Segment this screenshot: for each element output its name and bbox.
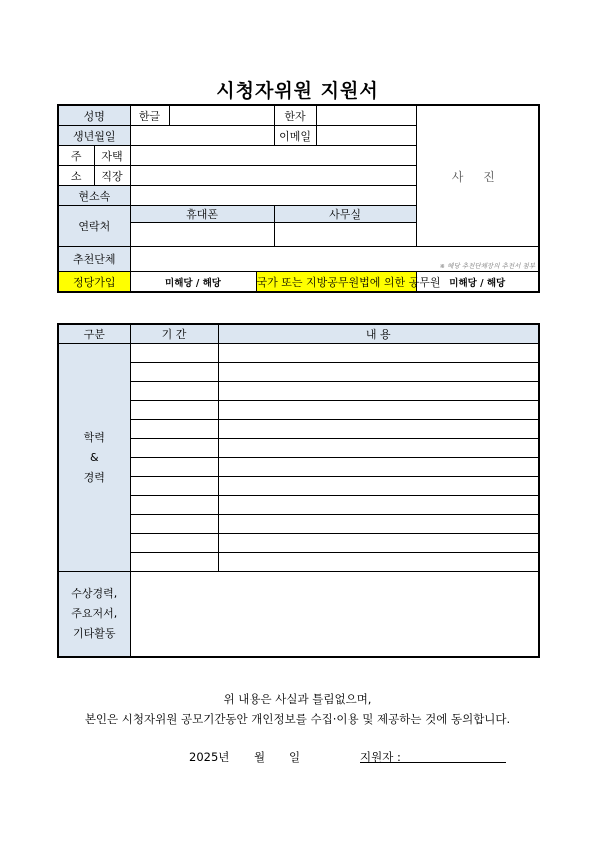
- period-cell[interactable]: [130, 496, 218, 515]
- name-label: 성명: [58, 105, 130, 126]
- photo-box[interactable]: 사 진: [416, 105, 539, 247]
- birth-field[interactable]: [130, 126, 274, 146]
- period-cell[interactable]: [130, 363, 218, 382]
- content-cell[interactable]: [218, 382, 539, 401]
- work-address-field[interactable]: [130, 166, 416, 186]
- recommender-note: ※ 해당 추천단체장의 추천서 첨부: [439, 262, 536, 270]
- awards-field[interactable]: [130, 572, 539, 658]
- recommender-field[interactable]: [130, 247, 539, 272]
- month-text: 월: [254, 750, 266, 764]
- home-address-field[interactable]: [130, 146, 416, 166]
- address-label-ju: 주: [58, 146, 94, 166]
- birth-label: 생년월일: [58, 126, 130, 146]
- hangul-name-field[interactable]: [169, 105, 274, 126]
- home-label: 자택: [94, 146, 130, 166]
- recommender-label: 추천단체: [58, 247, 130, 272]
- history-table: [57, 323, 540, 658]
- day-text: 일: [289, 750, 301, 764]
- content-cell[interactable]: [218, 496, 539, 515]
- hanja-name-field[interactable]: [316, 105, 416, 126]
- hangul-label: 한글: [130, 105, 169, 126]
- signature-line[interactable]: [360, 762, 506, 763]
- public-official-label: 국가 또는 지방공무원법에 의한 공무원: [256, 272, 416, 293]
- content-cell[interactable]: [218, 344, 539, 363]
- affiliation-label: 현소속: [58, 186, 130, 206]
- applicant-label: 지원자 :: [360, 750, 401, 764]
- period-header: 기 간: [130, 324, 218, 344]
- period-cell[interactable]: [130, 458, 218, 477]
- career-label: 경력: [83, 470, 105, 484]
- awards-label: [58, 572, 130, 658]
- awards-label-1: 수상경력,: [71, 587, 118, 600]
- party-options[interactable]: 미해당 / 해당: [130, 272, 256, 293]
- content-cell[interactable]: [218, 363, 539, 382]
- content-header: 내 용: [218, 324, 539, 344]
- email-label: 이메일: [274, 126, 316, 146]
- contact-label: 연락처: [58, 206, 130, 247]
- email-field[interactable]: [316, 126, 416, 146]
- page-title: 시청자위원 지원서: [216, 80, 379, 102]
- period-cell[interactable]: [130, 477, 218, 496]
- content-cell[interactable]: [218, 515, 539, 534]
- affiliation-field[interactable]: [130, 186, 416, 206]
- awards-label-3: 기타활동: [72, 627, 116, 640]
- period-cell[interactable]: [130, 382, 218, 401]
- party-label: 정당가입: [58, 272, 130, 293]
- education-label: 학력: [83, 430, 105, 444]
- period-cell[interactable]: [130, 344, 218, 363]
- period-cell[interactable]: [130, 515, 218, 534]
- content-cell[interactable]: [218, 401, 539, 420]
- declaration-line-1: 위 내용은 사실과 틀림없으며,: [223, 692, 372, 706]
- ampersand-label: &: [89, 450, 99, 464]
- work-label: 직장: [94, 166, 130, 186]
- declaration-line-2: 본인은 시청자위원 공모기간동안 개인정보를 수집·이용 및 제공하는 것에 동의합니다.: [84, 712, 511, 726]
- content-cell[interactable]: [218, 534, 539, 553]
- office-label: 사무실: [274, 206, 416, 223]
- category-header: 구분: [58, 324, 130, 344]
- content-cell[interactable]: [218, 458, 539, 477]
- period-cell[interactable]: [130, 420, 218, 439]
- office-field[interactable]: [274, 223, 416, 247]
- period-cell[interactable]: [130, 534, 218, 553]
- period-cell[interactable]: [130, 439, 218, 458]
- period-cell[interactable]: [130, 401, 218, 420]
- year-text: 2025년: [189, 750, 230, 764]
- personal-info-table: [57, 104, 540, 293]
- mobile-label: 휴대폰: [130, 206, 274, 223]
- address-label-so: 소: [58, 166, 94, 186]
- content-cell[interactable]: [218, 477, 539, 496]
- public-official-options[interactable]: 미해당 / 해당: [416, 272, 539, 293]
- education-career-label: [58, 344, 130, 572]
- content-cell[interactable]: [218, 553, 539, 572]
- mobile-field[interactable]: [130, 223, 274, 247]
- period-cell[interactable]: [130, 553, 218, 572]
- awards-label-2: 주요저서,: [71, 607, 118, 620]
- hanja-label: 한자: [274, 105, 316, 126]
- content-cell[interactable]: [218, 439, 539, 458]
- content-cell[interactable]: [218, 420, 539, 439]
